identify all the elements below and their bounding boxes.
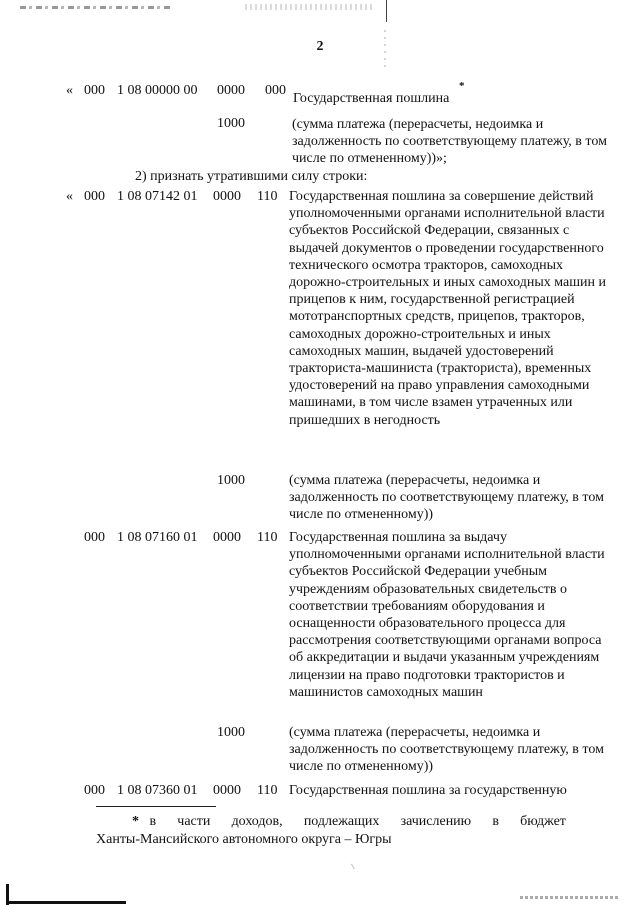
footnote-word-5: в [492,814,499,829]
admin-code: 000 [84,783,105,798]
scan-artifact [6,901,126,904]
economic-code: 110 [257,530,278,545]
scan-artifact [386,0,387,22]
scan-artifact [20,6,170,9]
footnote-marker: * [459,80,465,92]
scan-artifact [520,896,620,899]
admin-code: 000 [84,189,105,204]
footnote-word-3: подлежащих [303,814,380,829]
footnote-word-1: части [177,814,211,829]
row-description: (сумма платежа (перерасчеты, недоимка и задолженность по соответствующему платежу, в том числе по отмененному))»; [292,117,607,167]
row-description: Государственная пошлина [293,91,450,106]
economic-code: 110 [257,189,278,204]
footnote-word-0: в [149,814,157,829]
economic-code: 110 [257,783,278,798]
revenue-code: 1 08 07360 01 [117,783,198,798]
footnote [96,813,566,849]
opening-quote: « [66,83,73,98]
subcode: 1000 [217,116,245,131]
footnote-word-6: бюджет [520,814,566,829]
clause-text: 2) признать утратившими силу строки: [135,169,368,184]
scan-artifact [351,861,360,870]
footnote-line-1 [96,813,566,831]
opening-quote: « [66,189,73,204]
revenue-code: 1 08 00000 00 [117,83,198,98]
program-code: 0000 [213,530,241,545]
revenue-code: 1 08 07160 01 [117,530,198,545]
row-description: Государственная пошлина за выдачу уполномоченными органами исполнительной власти субъектов Российской Федерации учебным учреждениям образовательных свидетельств о соответствии требованиям оборудования и оснащенности образовательного процесса для рассмотрения соответствующими органами вопроса об аккредитации и выдачи указанным учреждениям лицензии на право подготовки трактористов и машинистов самоходных машин [289,530,605,700]
footnote-line-2: Ханты-Мансийского автономного округа – Югры [96,832,392,847]
row-description: (сумма платежа (перерасчеты, недоимка и задолженность по соответствующему платежу, в том числе по отмененному)) [289,473,604,523]
footnote-word-2: доходов, [231,814,283,829]
row-description: Государственная пошлина за совершение действий уполномоченными органами исполнительной власти субъектов Российской Федерации, связанных с выдачей документов о проведении государственного технического осмотра тракторов, самоходных дорожно-строительных и иных самоходных машин и прицепов к ним, государственной регистрацией мототранспортных средств, прицепов, тракторов, самоходных дорожно-строительных и иных самоходных машин, выдачей удостоверений тракториста-машиниста (тракториста), временных удостоверений на право управления самоходными машинами, в том числе взамен утраченных или пришедших в негодность [289,189,607,428]
subcode: 1000 [217,473,245,488]
economic-code: 000 [265,83,286,98]
program-code: 0000 [213,783,241,798]
program-code: 0000 [213,189,241,204]
admin-code: 000 [84,530,105,545]
scan-artifact [245,4,375,10]
row-description: Государственная пошлина за государственную [289,783,567,798]
footnote-word [96,813,156,831]
row-description: (сумма платежа (перерасчеты, недоимка и задолженность по соответствующему платежу, в том числе по отмененному)) [289,725,604,775]
footnote-word-4: зачислению [400,814,472,829]
revenue-code: 1 08 07142 01 [117,189,198,204]
admin-code: 000 [84,83,105,98]
footnote-divider [96,806,216,807]
footnote-marker: * [132,814,139,829]
program-code: 0000 [217,83,245,98]
subcode: 1000 [217,725,245,740]
page-number: 2 [316,39,324,54]
